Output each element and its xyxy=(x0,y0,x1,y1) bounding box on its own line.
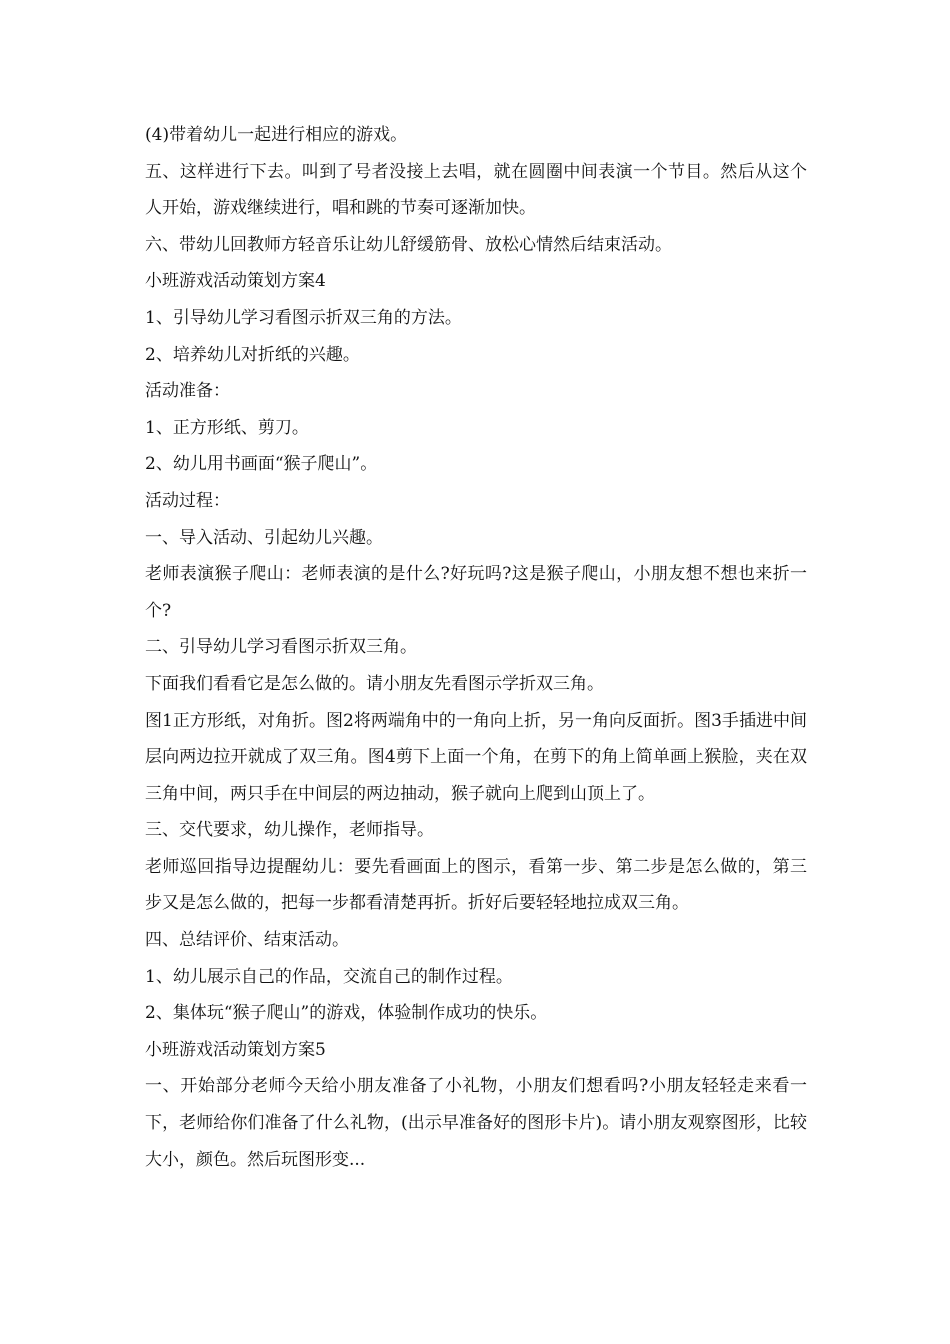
paragraph-preparation-2: 2、幼儿用书画面“猴子爬山”。 xyxy=(145,454,378,475)
paragraph-process-1: 一、导入活动、引起幼儿兴趣。 xyxy=(145,527,383,548)
document-body xyxy=(145,117,807,1178)
paragraph-step-five: 五、这样进行下去。叫到了号者没接上去唱，就在圆圈中间表演一个节目。然后从这个人开始，游戏继续进行，唱和跳的节奏可逐渐加快。 xyxy=(145,161,807,219)
paragraph-look-at-diagram: 下面我们看看它是怎么做的。请小朋友先看图示学折双三角。 xyxy=(145,673,604,694)
paragraph-teacher-demo: 老师表演猴子爬山：老师表演的是什么?好玩吗?这是猴子爬山，小朋友想不想也来折一个? xyxy=(145,564,807,621)
paragraph-step-six: 六、带幼儿回教师方轻音乐让幼儿舒缓筋骨、放松心情然后结束活动。 xyxy=(145,234,672,255)
paragraph-folding-steps: 图1正方形纸，对角折。图2将两端角中的一角向上折，另一角向反面折。图3手插进中间层向两边拉开就成了双三角。图4剪下上面一个角，在剪下的角上简单画上猴脸，夹在双三角中间，两只手在中间层的两边抽动，猴子就向上爬到山顶上了。 xyxy=(145,710,807,804)
subheading-preparation: 活动准备： xyxy=(145,381,230,402)
paragraph-game-step-4: (4)带着幼儿一起进行相应的游戏。 xyxy=(145,125,408,145)
subheading-process: 活动过程： xyxy=(145,490,230,511)
paragraph-goal-1: 1、引导幼儿学习看图示折双三角的方法。 xyxy=(145,307,462,328)
paragraph-summary-2: 2、集体玩“猴子爬山”的游戏，体验制作成功的快乐。 xyxy=(145,1003,548,1024)
paragraph-preparation-1: 1、正方形纸、剪刀。 xyxy=(145,417,309,438)
paragraph-process-2: 二、引导幼儿学习看图示折双三角。 xyxy=(145,637,417,658)
section-heading-plan-5: 小班游戏活动策划方案5 xyxy=(145,1039,326,1060)
paragraph-process-3: 三、交代要求，幼儿操作，老师指导。 xyxy=(145,820,434,841)
paragraph-summary-1: 1、幼儿展示自己的作品，交流自己的制作过程。 xyxy=(145,966,513,987)
paragraph-process-4: 四、总结评价、结束活动。 xyxy=(145,930,349,951)
section-heading-plan-4: 小班游戏活动策划方案4 xyxy=(145,271,326,292)
paragraph-plan-5-start: 一、开始部分老师今天给小朋友准备了小礼物，小朋友们想看吗?小朋友轻轻走来看一下，老师给你们准备了什么礼物，(出示早准备好的图形卡片)。请小朋友观察图形，比较大小，颜色。然后玩图形变... xyxy=(145,1076,807,1170)
paragraph-teacher-guidance: 老师巡回指导边提醒幼儿：要先看画面上的图示，看第一步、第二步是怎么做的，第三步又是怎么做的，把每一步都看清楚再折。折好后要轻轻地拉成双三角。 xyxy=(145,856,807,914)
paragraph-goal-2: 2、培养幼儿对折纸的兴趣。 xyxy=(145,344,360,365)
